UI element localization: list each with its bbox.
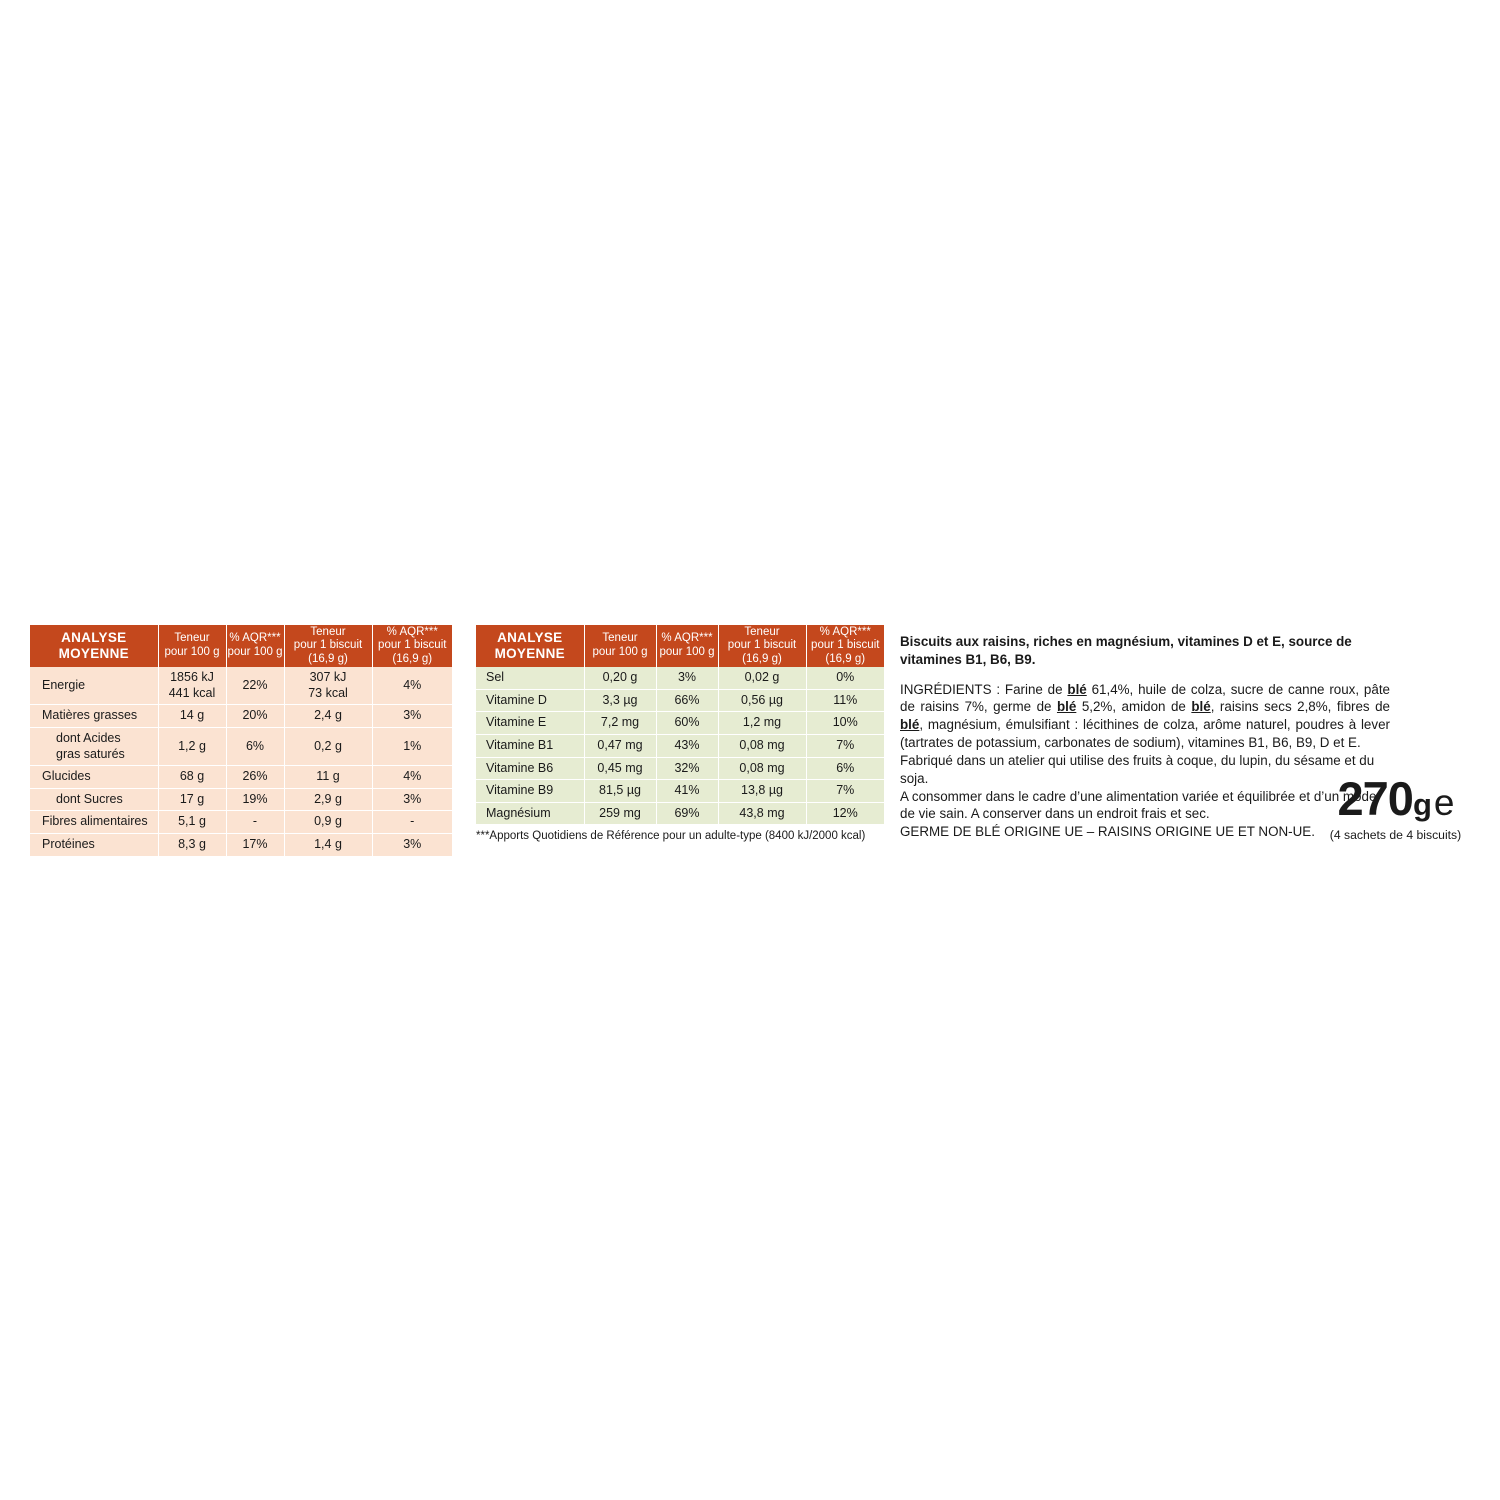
row-value-biscuit: 0,08 mg [718, 734, 806, 757]
row-label: Energie [30, 667, 158, 705]
allergen-notice: Fabriqué dans un atelier qui utilise des fruits à coque, du lupin, du sésame et du soja. [900, 752, 1375, 786]
header-aqr-100g: % AQR*** pour 100 g [226, 625, 284, 667]
row-value-aqr-biscuit: 6% [806, 757, 884, 780]
row-value-aqr100: 19% [226, 788, 284, 811]
nutrition-table-2 [476, 625, 884, 824]
table-row [30, 834, 452, 856]
row-value-per100: 5,1 g [158, 811, 226, 834]
ingredients-text: Farine de blé 61,4%, huile de colza, sucre de canne roux, pâte de raisins 7%, germe de blé 5,2%, amidon de blé, raisins secs 2,8%, fibres de blé, magnésium, émulsifiant : lécithines de colza, arôme naturel, poudres à lever (tartrates de potassium, carbonates de sodium), vitamines B1, B6, B9, D et E. [900, 681, 1390, 751]
consumption-advice: A consommer dans le cadre d’une alimentation variée et équilibrée et d’un mode de vie sain. A conserver dans un endroit frais et sec. [900, 788, 1377, 822]
row-value-aqr100: 43% [656, 734, 718, 757]
row-value-per100: 3,3 µg [584, 689, 656, 712]
row-value-per100: 17 g [158, 788, 226, 811]
table-row [476, 802, 884, 824]
row-value-biscuit: 0,08 mg [718, 757, 806, 780]
row-value-per100: 1856 kJ 441 kcal [158, 667, 226, 705]
aqr-footnote: ***Apports Quotidiens de Référence pour un adulte-type (8400 kJ/2000 kcal) [476, 830, 866, 843]
table-row [30, 667, 452, 705]
row-value-biscuit: 13,8 µg [718, 780, 806, 803]
row-value-per100: 0,47 mg [584, 734, 656, 757]
origin-notice: GERME DE BLÉ ORIGINE UE – RAISINS ORIGINE UE ET NON-UE. [900, 824, 1315, 840]
row-value-aqr100: 66% [656, 689, 718, 712]
header-aqr-biscuit: % AQR*** pour 1 biscuit (16,9 g) [372, 625, 452, 667]
net-weight-unit: g [1412, 787, 1431, 822]
table-header-row [476, 625, 884, 667]
row-value-biscuit: 0,56 µg [718, 689, 806, 712]
nutrition-table-2-wrap [476, 625, 884, 842]
row-value-per100: 81,5 µg [584, 780, 656, 803]
nutrition-table-1 [30, 625, 452, 856]
row-value-per100: 7,2 mg [584, 712, 656, 735]
row-value-aqr100: 60% [656, 712, 718, 735]
row-value-aqr-biscuit: 4% [372, 766, 452, 789]
row-label: Vitamine D [476, 689, 584, 712]
row-value-per100: 259 mg [584, 802, 656, 824]
row-label: Fibres alimentaires [30, 811, 158, 834]
row-value-aqr100: - [226, 811, 284, 834]
ingredients-label: INGRÉDIENTS : [900, 681, 1005, 697]
ingredients-paragraph [900, 681, 1390, 752]
row-value-aqr100: 6% [226, 727, 284, 765]
row-value-biscuit: 0,02 g [718, 667, 806, 689]
row-label: Vitamine B9 [476, 780, 584, 803]
row-value-aqr-biscuit: 1% [372, 727, 452, 765]
row-value-biscuit: 0,9 g [284, 811, 372, 834]
row-value-aqr-biscuit: 4% [372, 667, 452, 705]
row-label: Vitamine B6 [476, 757, 584, 780]
row-label: Magnésium [476, 802, 584, 824]
table-row [476, 757, 884, 780]
net-weight-block [1308, 772, 1483, 842]
row-label: dont Sucres [30, 788, 158, 811]
row-value-biscuit: 43,8 mg [718, 802, 806, 824]
row-label: Vitamine B1 [476, 734, 584, 757]
row-label: Vitamine E [476, 712, 584, 735]
header-aqr-biscuit: % AQR*** pour 1 biscuit (16,9 g) [806, 625, 884, 667]
row-value-per100: 0,45 mg [584, 757, 656, 780]
net-weight-value: 270 [1337, 772, 1413, 825]
row-value-aqr100: 41% [656, 780, 718, 803]
row-value-aqr100: 26% [226, 766, 284, 789]
row-value-aqr-biscuit: 11% [806, 689, 884, 712]
product-claim: Biscuits aux raisins, riches en magnésium, vitamines D et E, source de vitamines B1, B6, B9. [900, 634, 1352, 667]
row-value-aqr100: 22% [226, 667, 284, 705]
row-value-aqr-biscuit: 7% [806, 780, 884, 803]
table-row [30, 727, 452, 765]
row-label: Protéines [30, 834, 158, 856]
header-teneur-biscuit: Teneur pour 1 biscuit (16,9 g) [284, 625, 372, 667]
table-row [30, 705, 452, 728]
estimated-sign-icon: e [1433, 782, 1454, 823]
row-label: Glucides [30, 766, 158, 789]
row-value-per100: 0,20 g [584, 667, 656, 689]
net-weight-detail: (4 sachets de 4 biscuits) [1329, 828, 1462, 842]
row-value-per100: 14 g [158, 705, 226, 728]
row-value-aqr-biscuit: 0% [806, 667, 884, 689]
row-value-per100: 8,3 g [158, 834, 226, 856]
table-row [476, 780, 884, 803]
row-label: Sel [476, 667, 584, 689]
table-row [476, 734, 884, 757]
row-value-aqr-biscuit: 3% [372, 788, 452, 811]
row-value-biscuit: 307 kJ 73 kcal [284, 667, 372, 705]
net-weight [1308, 772, 1483, 825]
header-teneur-100g: Teneur pour 100 g [158, 625, 226, 667]
header-teneur-biscuit: Teneur pour 1 biscuit (16,9 g) [718, 625, 806, 667]
header-analyse-moyenne: ANALYSE MOYENNE [30, 625, 158, 667]
table-row [30, 766, 452, 789]
row-value-biscuit: 0,2 g [284, 727, 372, 765]
row-value-biscuit: 1,4 g [284, 834, 372, 856]
table-row [476, 667, 884, 689]
table-header-row [30, 625, 452, 667]
table-row [476, 712, 884, 735]
table-row [30, 811, 452, 834]
row-value-aqr-biscuit: 10% [806, 712, 884, 735]
header-analyse-moyenne: ANALYSE MOYENNE [476, 625, 584, 667]
row-value-aqr100: 69% [656, 802, 718, 824]
row-value-aqr-biscuit: 7% [806, 734, 884, 757]
row-value-aqr100: 17% [226, 834, 284, 856]
table-row [30, 788, 452, 811]
row-label: dont Acides gras saturés [30, 727, 158, 765]
nutrition-table-1-wrap [30, 625, 452, 856]
row-value-per100: 68 g [158, 766, 226, 789]
row-value-aqr100: 32% [656, 757, 718, 780]
row-label: Matières grasses [30, 705, 158, 728]
row-value-biscuit: 11 g [284, 766, 372, 789]
row-value-per100: 1,2 g [158, 727, 226, 765]
row-value-aqr-biscuit: - [372, 811, 452, 834]
row-value-aqr100: 20% [226, 705, 284, 728]
row-value-aqr-biscuit: 12% [806, 802, 884, 824]
header-teneur-100g: Teneur pour 100 g [584, 625, 656, 667]
row-value-biscuit: 1,2 mg [718, 712, 806, 735]
row-value-aqr-biscuit: 3% [372, 705, 452, 728]
row-value-aqr-biscuit: 3% [372, 834, 452, 856]
row-value-biscuit: 2,4 g [284, 705, 372, 728]
header-aqr-100g: % AQR*** pour 100 g [656, 625, 718, 667]
row-value-aqr100: 3% [656, 667, 718, 689]
table-row [476, 689, 884, 712]
row-value-biscuit: 2,9 g [284, 788, 372, 811]
